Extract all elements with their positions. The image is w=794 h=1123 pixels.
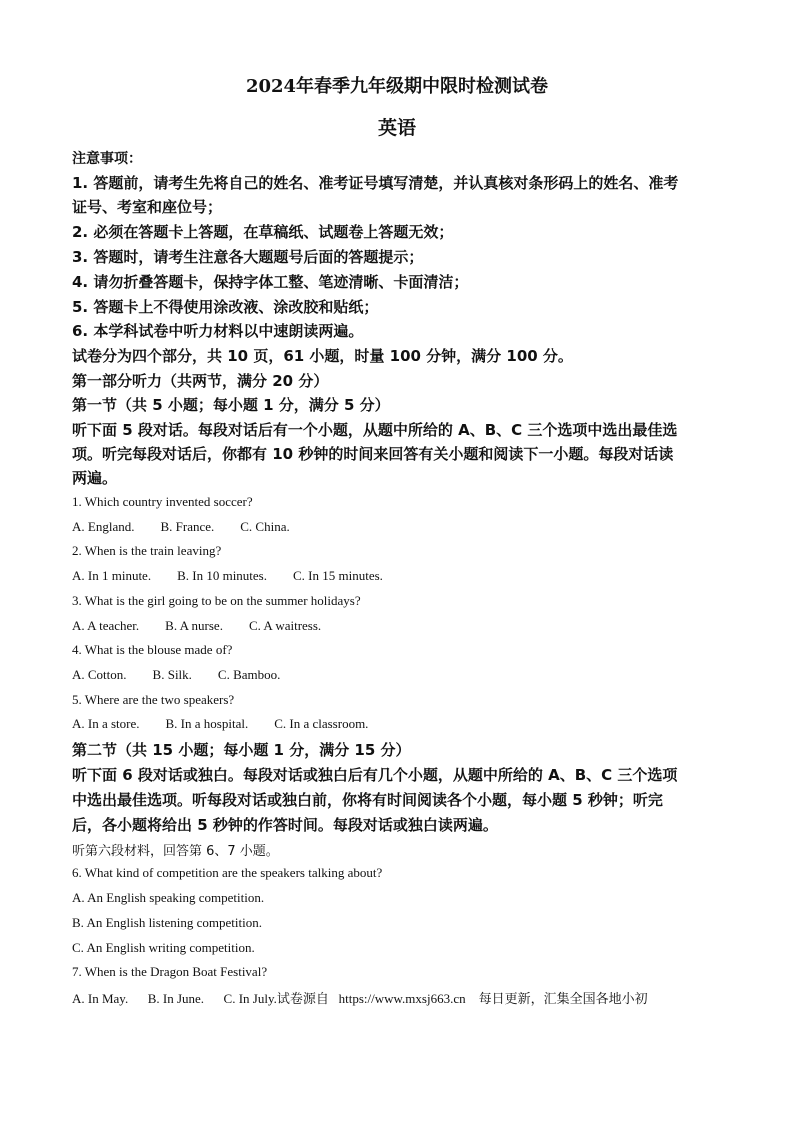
section2-instruction-line-1: 听下面 6 段对话或独白。每段对话或独白后有几个小题，从题中所给的 A、B、C 三个选项 <box>72 766 678 784</box>
section2-title: 第二节（共 15 小题；每小题 1 分，满分 15 分） <box>72 741 411 759</box>
option-a: A. In a store. <box>72 716 140 731</box>
option-a: A. England. <box>72 519 135 534</box>
question-3-options <box>72 618 321 634</box>
option-c: C. China. <box>240 519 290 534</box>
question-5-options <box>72 716 368 732</box>
section2-instruction-line-2: 中选出最佳选项。听每段对话或独白前，你将有时间阅读各个小题，每小题 5 秒钟；听完 <box>72 791 663 809</box>
question-6-option-b: B. An English listening competition. <box>72 915 262 930</box>
section1-instruction-line-1: 听下面 5 段对话。每段对话后有一个小题，从题中所给的 A、B、C 三个选项中选出最佳选 <box>72 421 678 439</box>
section1-instruction-line-2: 项。听完每段对话后，你都有 10 秒钟的时间来回答有关小题和阅读下一小题。每段对话读 <box>72 445 674 463</box>
option-b: B. In a hospital. <box>165 716 249 731</box>
question-4-options <box>72 667 280 683</box>
question-3: 3. What is the girl going to be on the summer holidays? <box>72 593 361 608</box>
notice-item-2: 2. 必须在答题卡上答题，在草稿纸、试题卷上答题无效； <box>72 223 454 241</box>
notice-item-5: 5. 答题卡上不得使用涂改液、涂改胶和贴纸； <box>72 298 379 316</box>
notice-item-1-line-2: 证号、考室和座位号； <box>72 198 223 216</box>
question-5: 5. Where are the two speakers? <box>72 692 235 707</box>
section1-title: 第一节（共 5 小题；每小题 1 分，满分 5 分） <box>72 396 390 414</box>
question-6: 6. What kind of competition are the speakers talking about? <box>72 865 383 880</box>
option-a: A. Cotton. <box>72 667 127 682</box>
exam-summary: 试卷分为四个部分，共 10 页，61 小题，时量 100 分钟，满分 100 分。 <box>72 347 573 365</box>
question-2: 2. When is the train leaving? <box>72 543 222 558</box>
option-b: B. Silk. <box>152 667 192 682</box>
notice-item-4: 4. 请勿折叠答题卡，保持字体工整、笔迹清晰、卡面清洁； <box>72 273 469 291</box>
option-c: C. In 15 minutes. <box>293 568 383 583</box>
question-7: 7. When is the Dragon Boat Festival? <box>72 964 268 979</box>
option-c: C. In a classroom. <box>274 716 369 731</box>
notice-item-6: 6. 本学科试卷中听力材料以中速朗读两遍。 <box>72 322 364 340</box>
question-6-option-a: A. An English speaking competition. <box>72 890 265 905</box>
notice-item-1-line-1: 1. 答题前，请考生先将自己的姓名、准考证号填写清楚，并认真核对条形码上的姓名、准考 <box>72 174 679 192</box>
option-c: C. A waitress. <box>248 618 322 633</box>
notice-item-3: 3. 答题时，请考生注意各大题题号后面的答题提示； <box>72 248 424 266</box>
question-2-options <box>72 568 383 584</box>
notice-heading: 注意事项： <box>72 151 142 167</box>
section1-instruction-line-3: 两遍。 <box>72 469 118 487</box>
option-b: B. In 10 minutes. <box>177 568 267 583</box>
part1-title: 第一部分听力（共两节，满分 20 分） <box>72 372 329 390</box>
question-6-option-c: C. An English writing competition. <box>72 940 255 955</box>
option-c: C. Bamboo. <box>217 667 281 682</box>
section2-instruction-line-3: 后，各小题将给出 5 秒钟的作答时间。每段对话或独白读两遍。 <box>72 816 498 834</box>
material-6-note: 听第六段材料，回答第 6、7 小题。 <box>72 844 279 859</box>
subject-title: 英语 <box>377 117 416 139</box>
question-4: 4. What is the blouse made of? <box>72 642 233 657</box>
option-b: B. France. <box>160 519 215 534</box>
question-7-options: A. In May. B. In June. C. In July.试卷源自 https://www.mxsj663.cn 每日更新，汇集全国各地小初 <box>72 991 648 1006</box>
exam-title: 2024年春季九年级期中限时检测试卷 <box>245 76 549 97</box>
option-a: A. In 1 minute. <box>72 568 152 583</box>
option-b: B. A nurse. <box>165 618 223 633</box>
option-a: A. A teacher. <box>72 618 140 633</box>
question-1: 1. Which country invented soccer? <box>72 494 253 509</box>
question-1-options <box>72 519 290 535</box>
